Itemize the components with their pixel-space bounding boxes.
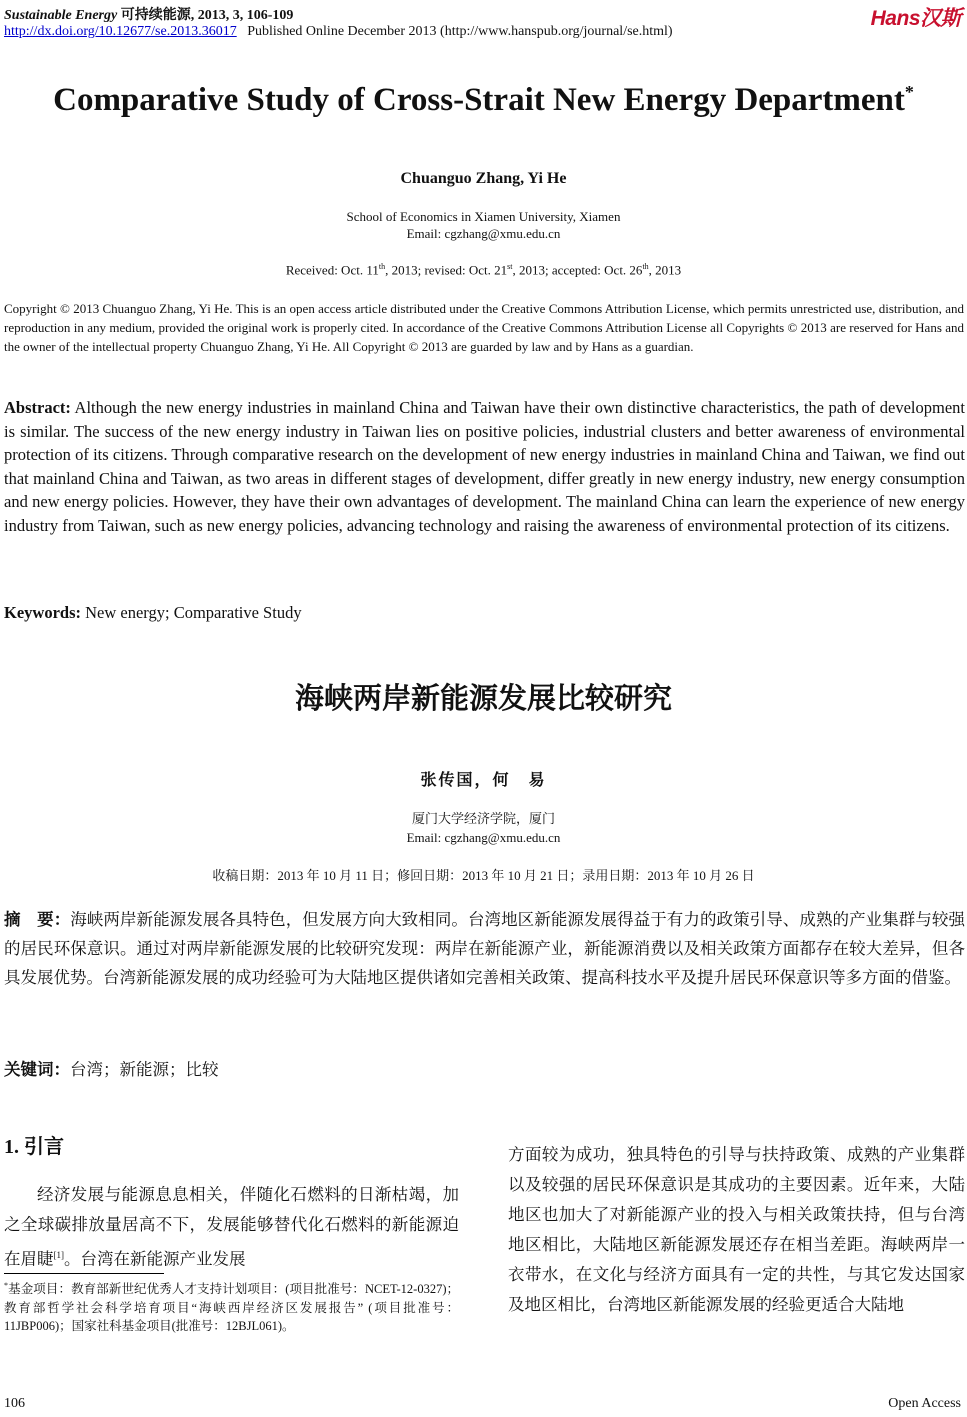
paper-title-en-text: Comparative Study of Cross-Strait New Energy Department <box>53 82 905 118</box>
abstract-cn <box>4 905 965 992</box>
funding-footnote <box>4 1277 459 1336</box>
authors-cn: 张传国，何 易 <box>420 772 547 789</box>
keywords-en <box>4 603 302 623</box>
body-right-column: 方面较为成功，独具特色的引导与扶持政策、成熟的产业集群以及较强的居民环保意识是其成功的主要因素。近年来，大陆地区也加大了对新能源产业的投入与相关政策扶持，但与台湾地区相比，大陆地区新能源发展还存在相当差距。海峡两岸一衣带水，在文化与经济方面具有一定的共性，与其它发达国家及地区相比，台湾地区新能源发展的经验更适合大陆地 <box>508 1145 965 1314</box>
affiliation-cn-block <box>0 809 967 847</box>
footnote-mark: * <box>4 1281 8 1290</box>
received-date: Received: Oct. 11 <box>285 262 379 278</box>
copyright-notice: Copyright © 2013 Chuanguo Zhang, Yi He. This is an open access article distributed under the Creative Commons Attribution License, which permits unrestricted use, distribution, and reproduction in any medium, provided the original work is properly cited. In accordance of the Creative Commons Attribution License all Copyrights © 2013 are reserved for Hans and the owner of the intellectual property Chuanguo Zhang, Yi He. All Copyright © 2013 are guarded by law and by Hans as a guardian. <box>4 301 964 354</box>
hans-logo: Hans汉斯 <box>870 7 961 30</box>
dates-cn: 收稿日期：2013 年 10 月 11 日；修回日期：2013 年 10 月 21 日；录用日期：2013 年 10 月 26 日 <box>212 868 755 883</box>
journal-citation: , 2013, 3, 106-109 <box>190 8 294 23</box>
received-sup: th <box>378 262 386 271</box>
title-footnote-mark: * <box>904 82 914 102</box>
open-access-label: Open Access <box>888 1396 961 1411</box>
keywords-label: Keywords: <box>4 603 81 622</box>
footnote-text: 基金项目：教育部新世纪优秀人才支持计划项目：(项目批准号：NCET-12-0327)；教育部哲学社会科学培育项目“海峡西岸经济区发展报告” (项目批准号：11JBP006)；国家社科基金项目(批准号：12BJL061)。 <box>4 1282 459 1334</box>
footnote-divider <box>4 1273 164 1274</box>
affiliation-en-block <box>0 208 967 242</box>
paper-title-en <box>0 82 967 119</box>
dates-en <box>0 262 967 278</box>
dates-end: , 2013 <box>648 262 682 278</box>
paper-title-cn: 海峡两岸新能源发展比较研究 <box>294 681 672 715</box>
abstract-cn-text: 海峡两岸新能源发展各具特色，但发展方向大致相同。台湾地区新能源发展得益于有力的政策引导、成熟的产业集群与较强的居民环保意识。通过对两岸新能源发展的比较研究发现：两岸在新能源产业，新能源消费以及相关政策方面都存在较大差异，但各具发展优势。台湾新能源发展的成功经验可为大陆地区提供诸如完善相关政策、提高科技水平及提升居民环保意识等多方面的借鉴。 <box>4 910 966 987</box>
authors-en: Chuanguo Zhang, Yi He <box>400 170 567 187</box>
body-left-text-b: 。台湾在新能源产业发展 <box>64 1249 246 1269</box>
journal-name: Sustainable Energy <box>4 8 118 23</box>
doi-line <box>4 24 673 40</box>
accepted-date: , 2013; accepted: Oct. 26 <box>512 262 643 278</box>
abstract-en <box>4 396 965 537</box>
journal-name-cn: 可持续能源 <box>120 8 191 23</box>
keywords-cn-label: 关键词： <box>4 1060 70 1079</box>
page-number: 106 <box>4 1396 25 1411</box>
citation-ref-1[interactable]: [1] <box>53 1250 64 1260</box>
abstract-label: Abstract: <box>4 398 71 417</box>
abstract-text: Although the new energy industries in mainland China and Taiwan have their own distinctive characteristics, the path of development is similar. The success of the new energy industry in Taiwan lies on positive policies, industrial clusters and better awareness of environmental protection of its citizens. Through comparative research on the development of new energy industries in mainland China and Taiwan, we find out that mainland China and Taiwan, as two areas in different stages of development, differ greatly in new energy industry, new energy consumption and new energy policies. However, they have their own advantages of development. The mainland China can learn the experience of new energy industry from Taiwan, such as new energy policies, advancing technology and raising the awareness of environmental protection of its citizens. <box>4 398 965 535</box>
revised-date: , 2013; revised: Oct. 21 <box>385 262 508 278</box>
revised-sup: st <box>507 262 513 271</box>
affiliation-cn: 厦门大学经济学院，厦门 <box>411 811 555 826</box>
email-cn: Email: cgzhang@xmu.edu.cn <box>406 830 561 845</box>
accepted-sup: th <box>642 262 649 271</box>
journal-header <box>4 4 293 24</box>
keywords-cn <box>4 1056 219 1080</box>
doi-link[interactable]: http://dx.doi.org/10.12677/se.2013.36017 <box>4 24 237 39</box>
email-en: Email: cgzhang@xmu.edu.cn <box>406 226 561 241</box>
body-left-column <box>4 1180 459 1275</box>
body-left-text-a: 经济发展与能源息息相关，伴随化石燃料的日渐枯竭，加之全球碳排放量居高不下，发展能够替代化石燃料的新能源迫在眉睫 <box>4 1185 459 1269</box>
published-info: Published Online December 2013 (http://www.hanspub.org/journal/se.html) <box>247 24 673 39</box>
section-heading-intro: 1. 引言 <box>4 1136 64 1158</box>
abstract-cn-label: 摘 要： <box>4 910 71 929</box>
keywords-text: New energy; Comparative Study <box>81 603 302 622</box>
keywords-cn-text: 台湾；新能源；比较 <box>70 1060 219 1079</box>
affiliation-en: School of Economics in Xiamen University, Xiamen <box>346 209 621 224</box>
